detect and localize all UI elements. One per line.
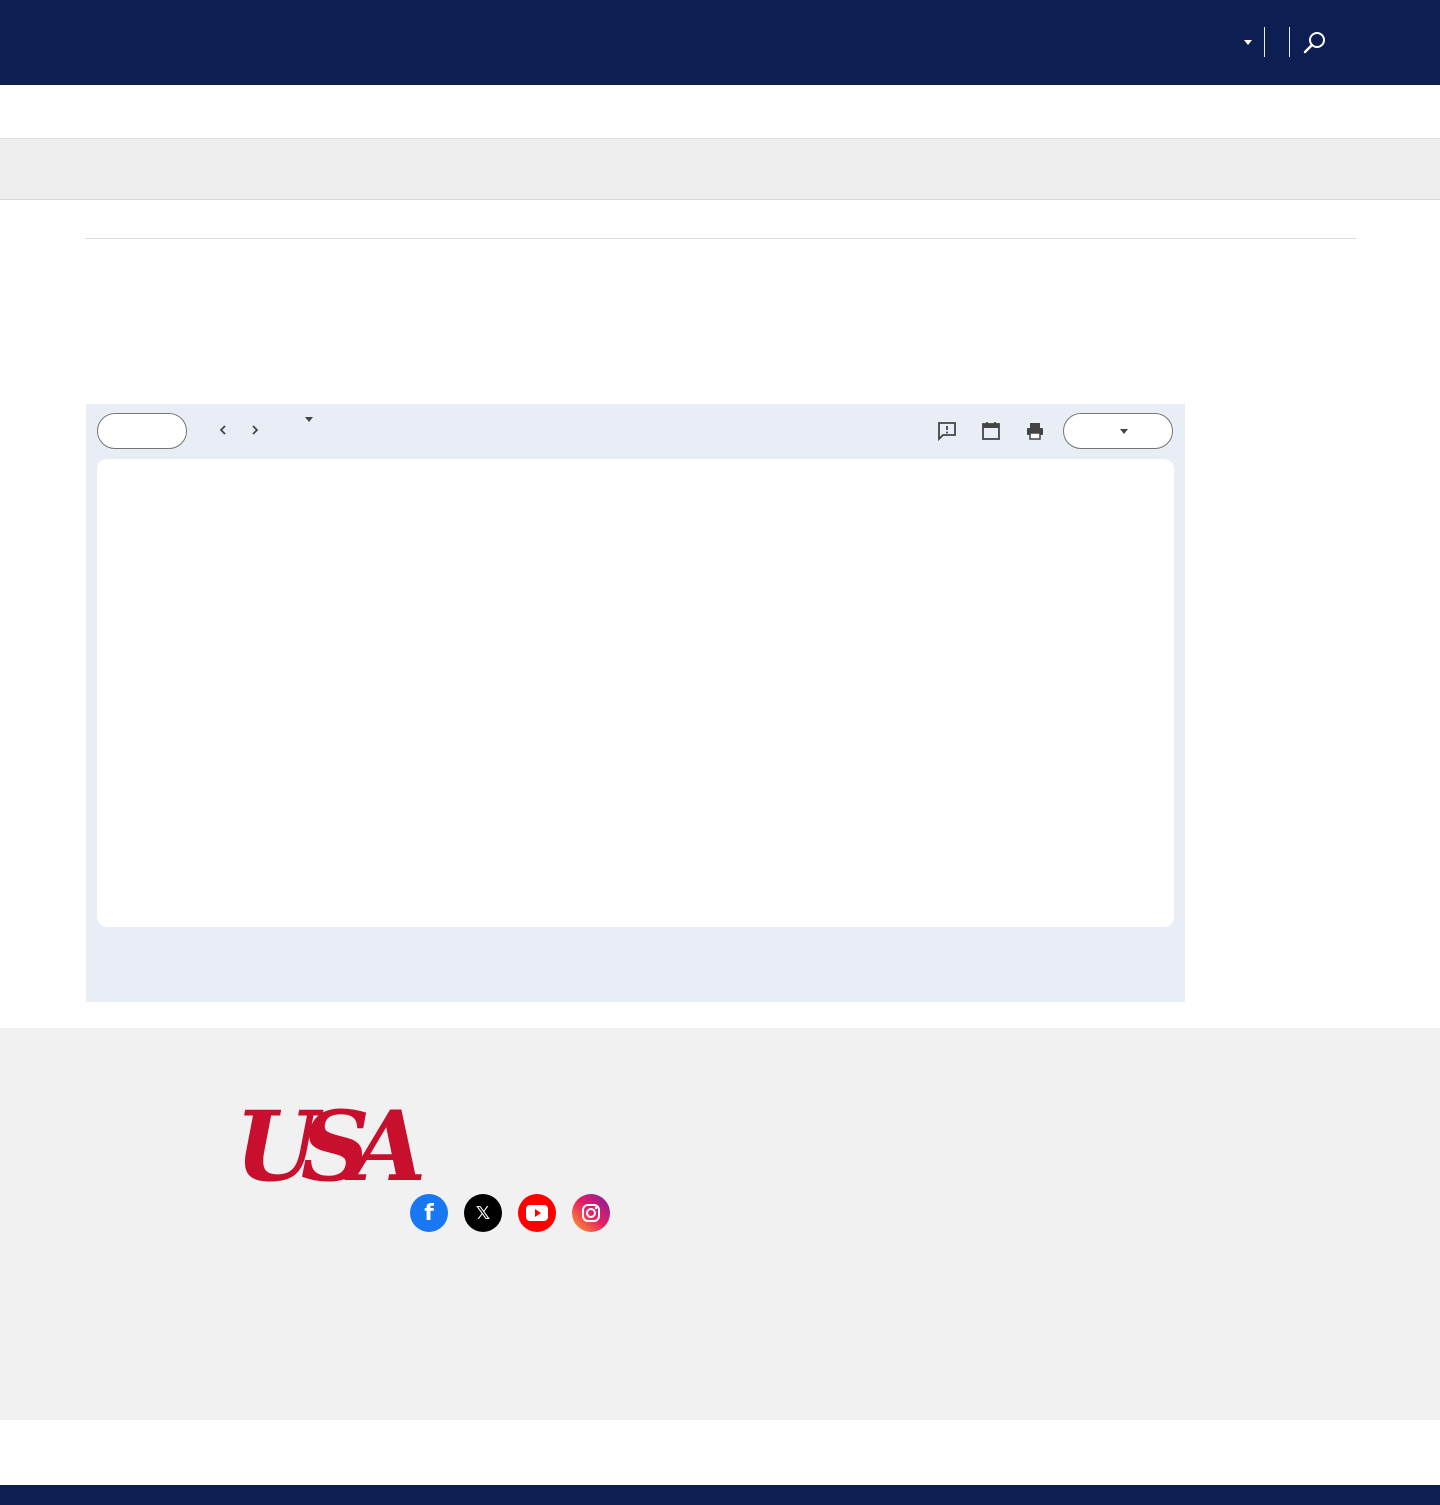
site-footer bbox=[0, 1028, 1440, 1420]
divider bbox=[1264, 27, 1265, 57]
legal-bar bbox=[0, 1420, 1440, 1485]
chevron-left-icon bbox=[217, 424, 229, 436]
calendar-toolbar bbox=[97, 413, 1173, 449]
view-selector[interactable] bbox=[1063, 413, 1173, 449]
footer-usa-logo[interactable] bbox=[235, 1088, 409, 1203]
svg-text:USA: USA bbox=[235, 1090, 409, 1203]
chevron-down-icon bbox=[1120, 429, 1128, 434]
month-grid bbox=[97, 459, 1174, 927]
university-logo[interactable] bbox=[90, 14, 340, 70]
legal-links bbox=[0, 1420, 1440, 1485]
calendar-icon bbox=[979, 419, 1003, 443]
today-button[interactable] bbox=[97, 413, 187, 449]
social-links bbox=[410, 1194, 626, 1232]
utility-nav bbox=[1226, 26, 1340, 58]
top-bar bbox=[0, 0, 1440, 85]
month-selector[interactable] bbox=[295, 417, 313, 422]
usa-logo-mark bbox=[235, 1088, 409, 1203]
page-title-band bbox=[0, 139, 1440, 200]
youtube-icon bbox=[526, 1205, 548, 1221]
chevron-down-icon bbox=[1244, 40, 1252, 45]
logins-menu[interactable] bbox=[1226, 40, 1264, 45]
breadcrumb bbox=[85, 200, 1356, 239]
feedback-button[interactable] bbox=[935, 419, 959, 443]
feedback-icon bbox=[935, 419, 959, 443]
divider bbox=[1289, 27, 1290, 57]
print-button[interactable] bbox=[1023, 419, 1047, 443]
facebook-link[interactable] bbox=[410, 1194, 448, 1232]
main-nav bbox=[0, 85, 1440, 139]
agenda-view-button[interactable] bbox=[979, 419, 1003, 443]
chevron-right-icon bbox=[249, 424, 261, 436]
google-calendar-embed bbox=[86, 404, 1185, 1002]
x-icon: 𝕏 bbox=[475, 1202, 491, 1224]
print-icon bbox=[1023, 419, 1047, 443]
next-month-button[interactable] bbox=[243, 419, 267, 443]
previous-month-button[interactable] bbox=[211, 419, 235, 443]
footer-phone[interactable] bbox=[410, 1110, 626, 1145]
chevron-down-icon bbox=[305, 417, 313, 422]
instagram-icon bbox=[581, 1203, 601, 1223]
bottom-strip bbox=[0, 1485, 1440, 1505]
x-link[interactable] bbox=[464, 1194, 502, 1232]
footer-contact bbox=[410, 1084, 626, 1232]
footer-address bbox=[410, 1145, 626, 1180]
search-button[interactable] bbox=[1290, 29, 1340, 55]
search-icon bbox=[1302, 29, 1328, 55]
instagram-link[interactable] bbox=[572, 1194, 610, 1232]
youtube-link[interactable] bbox=[518, 1194, 556, 1232]
facebook-icon: f bbox=[424, 1200, 434, 1226]
